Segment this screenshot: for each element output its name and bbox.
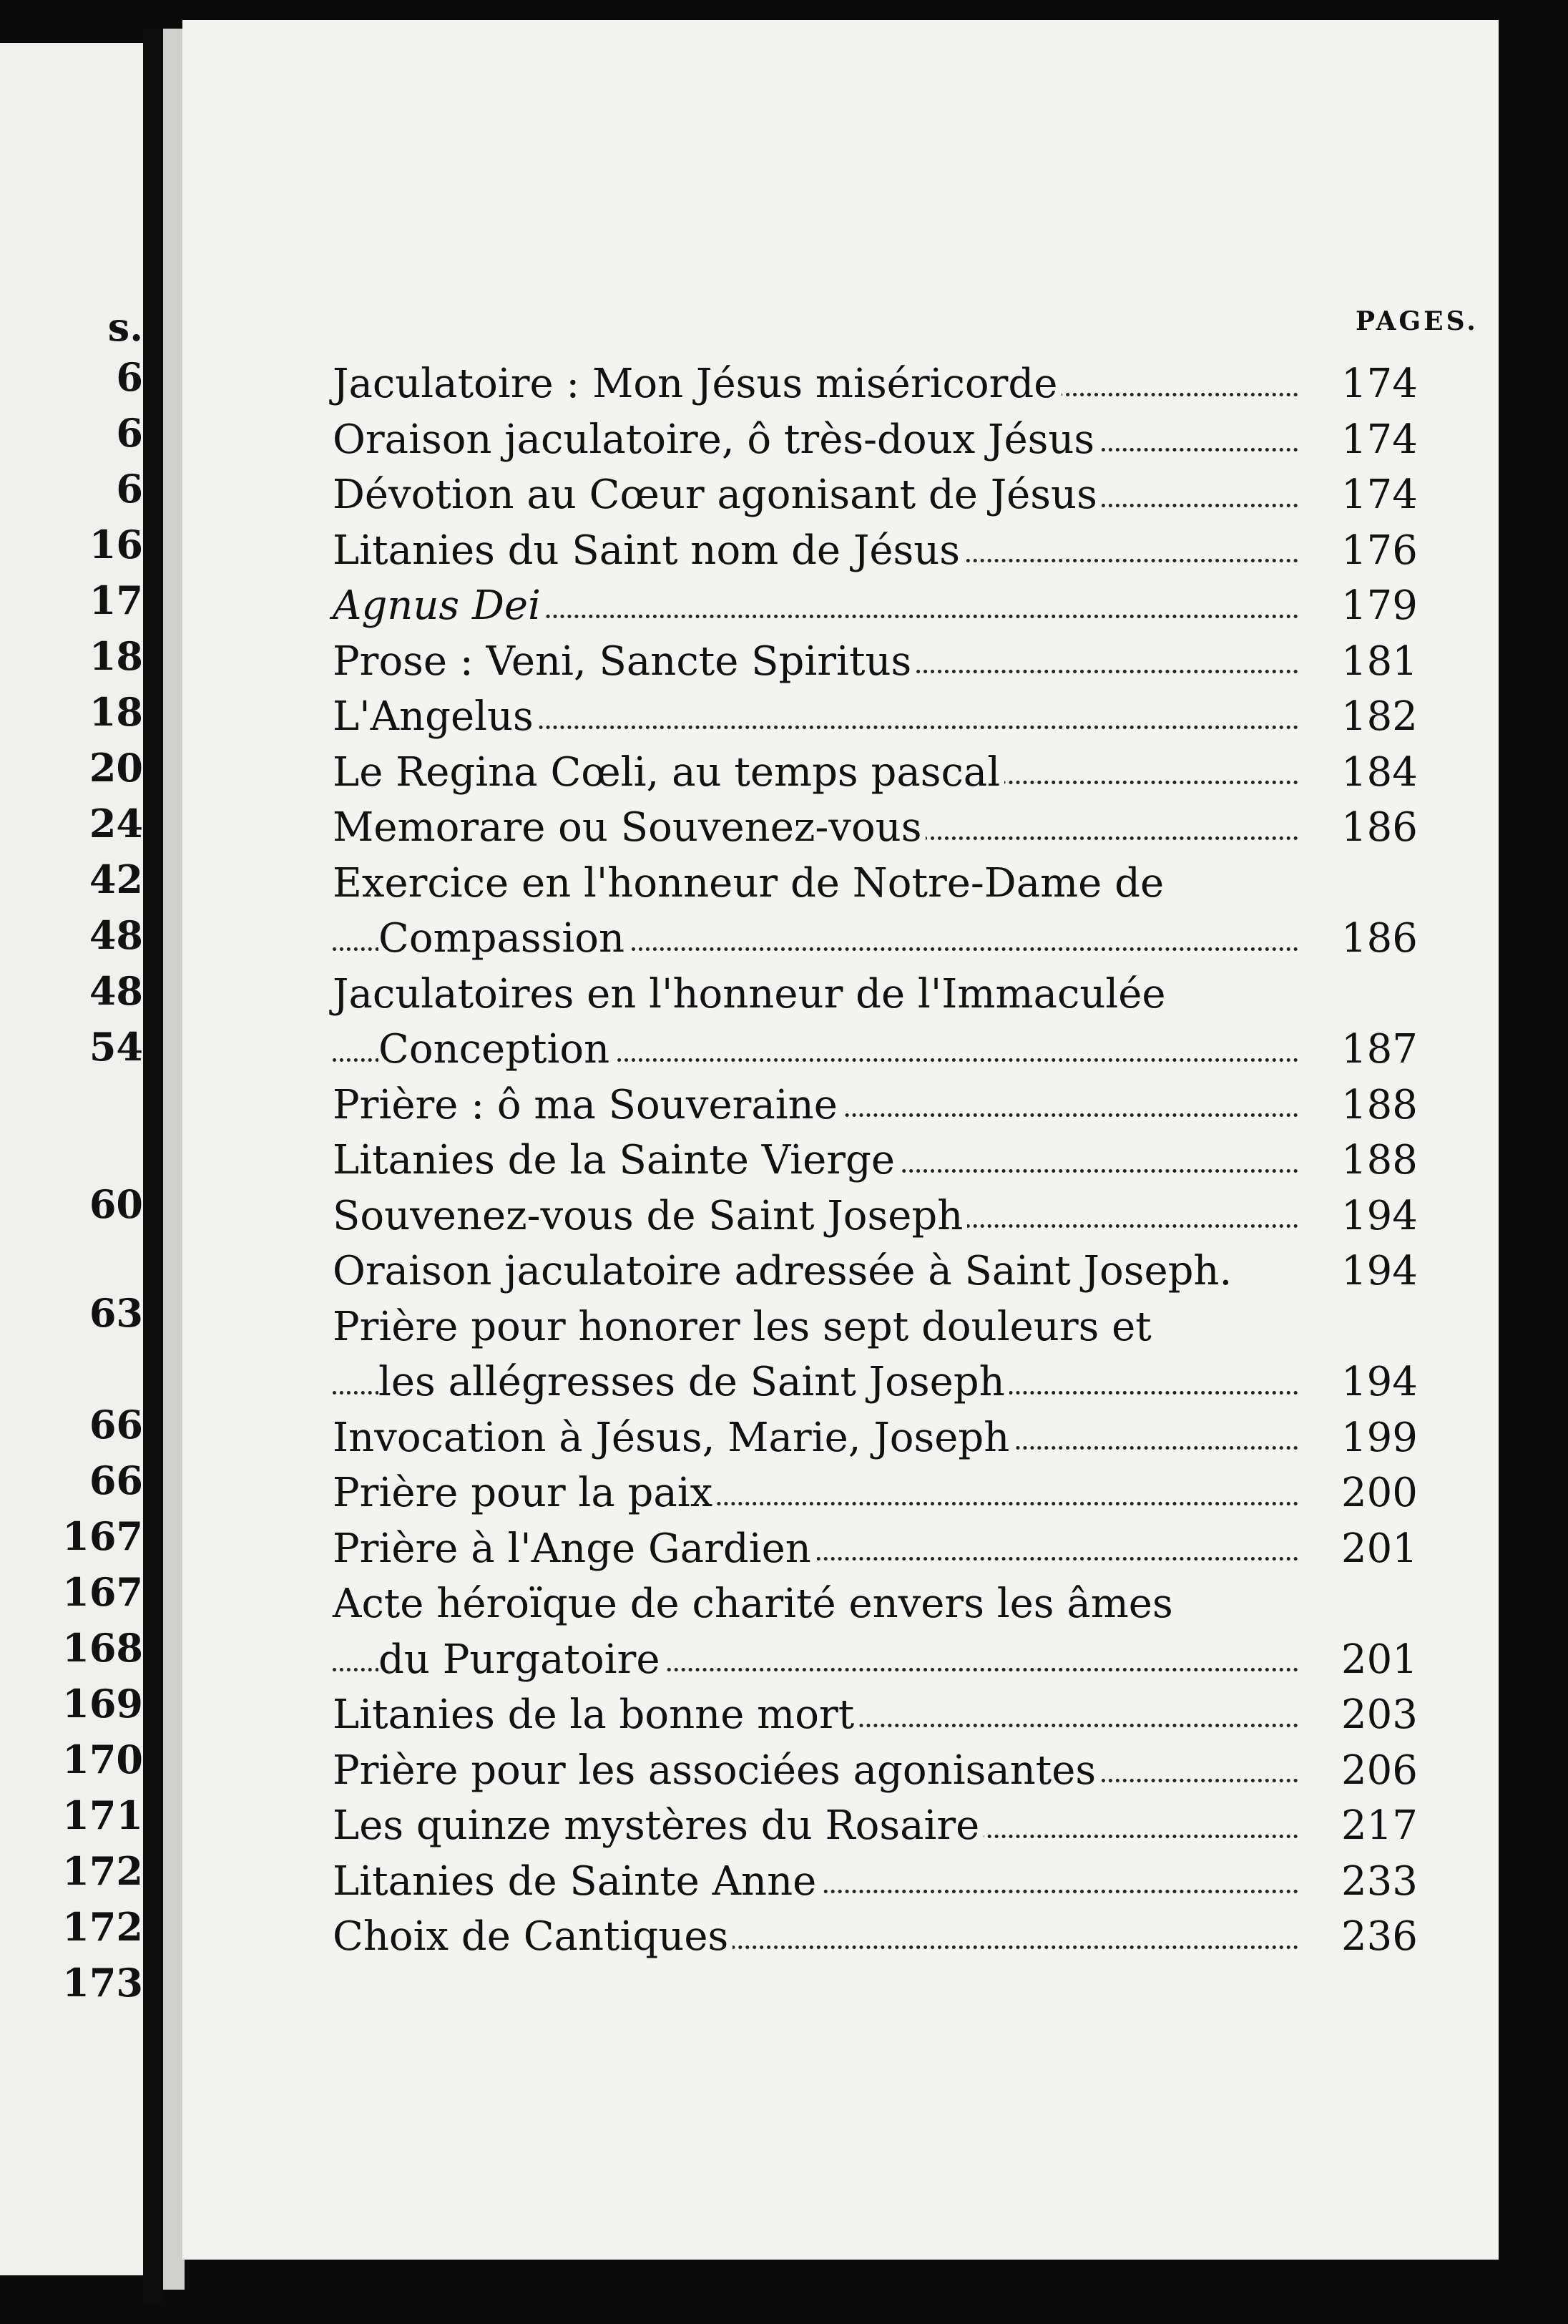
entry-page: 194 xyxy=(1341,1248,1418,1294)
entry-title: Choix de Cantiques xyxy=(333,1909,732,1965)
left-page-number: 20 xyxy=(89,745,143,791)
toc-entry-continuation xyxy=(333,1354,1418,1410)
left-page-number: 173 xyxy=(62,1960,143,2006)
toc-entry xyxy=(333,1798,1418,1854)
toc-entry xyxy=(333,1078,1418,1133)
entry-title: Invocation à Jésus, Marie, Joseph xyxy=(333,1410,1014,1466)
entry-page: 201 xyxy=(1341,1636,1418,1683)
left-page-number: 63 xyxy=(89,1290,143,1336)
toc-entry xyxy=(333,1244,1418,1299)
entry-page: 187 xyxy=(1341,1026,1418,1073)
toc-entry xyxy=(333,412,1418,468)
toc-entry xyxy=(333,967,1298,1022)
toc-entry xyxy=(333,745,1418,801)
toc-entry-continuation xyxy=(333,1022,1418,1078)
left-page-number: 54 xyxy=(89,1024,143,1070)
entry-page: 203 xyxy=(1341,1691,1418,1738)
toc-entry xyxy=(333,689,1418,745)
entry-page: 233 xyxy=(1341,1857,1418,1905)
entry-title: Prière pour les associées agonisantes xyxy=(333,1743,1100,1799)
entry-title: Compassion xyxy=(378,911,629,967)
toc-entry xyxy=(333,1410,1418,1466)
toc-entry xyxy=(333,1521,1418,1577)
left-page-number: 48 xyxy=(89,912,143,958)
entry-title: Litanies de la bonne mort xyxy=(333,1687,858,1743)
toc-entry xyxy=(333,634,1418,690)
toc-entry xyxy=(333,1854,1418,1910)
entry-title: Litanies de la Sainte Vierge xyxy=(333,1133,899,1188)
toc-entry xyxy=(333,800,1418,856)
toc-entry xyxy=(333,1188,1418,1244)
entry-page: 174 xyxy=(1341,361,1418,407)
toc-entry xyxy=(333,523,1418,579)
toc-entry xyxy=(333,1465,1418,1521)
left-page-number: 66 xyxy=(89,1402,143,1447)
entry-page: 184 xyxy=(1341,748,1418,796)
toc-entry-continuation xyxy=(333,1632,1418,1688)
entry-page: 186 xyxy=(1341,915,1418,962)
entry-page: 194 xyxy=(1341,1359,1418,1405)
entry-title: Acte héroïque de charité envers les âmes xyxy=(333,1576,1177,1632)
table-of-contents-page xyxy=(182,20,1499,2260)
left-page-number: 167 xyxy=(62,1569,143,1615)
facing-page-left xyxy=(0,43,143,2275)
entry-title: Prière à l'Ange Gardien xyxy=(333,1521,815,1577)
left-page-number: 17 xyxy=(89,577,143,623)
left-page-number: 42 xyxy=(89,856,143,902)
entry-page: 201 xyxy=(1341,1525,1418,1572)
left-page-number: 171 xyxy=(62,1792,143,1838)
left-page-number: 48 xyxy=(89,968,143,1014)
entry-page: 181 xyxy=(1341,638,1418,685)
entry-title: Prière pour la paix xyxy=(333,1465,717,1521)
entry-page: 179 xyxy=(1341,582,1418,629)
left-page-number: 60 xyxy=(89,1181,143,1227)
entry-title: Prière pour honorer les sept douleurs et xyxy=(333,1299,1156,1355)
entry-title: Le Regina Cœli, au temps pascal xyxy=(333,745,1004,801)
entry-title: Prose : Veni, Sancte Spiritus xyxy=(333,634,916,690)
left-page-number: 24 xyxy=(89,801,143,846)
entry-title: Exercice en l'honneur de Notre-Dame de xyxy=(333,856,1168,912)
left-page-number: 172 xyxy=(62,1848,143,1894)
toc-entry xyxy=(333,856,1298,912)
entry-page: 176 xyxy=(1341,527,1418,574)
entry-title: Litanies du Saint nom de Jésus xyxy=(333,523,964,579)
entry-title: Oraison jaculatoire adressée à Saint Joseph. xyxy=(333,1244,1236,1299)
entry-title: Souvenez-vous de Saint Joseph xyxy=(333,1188,967,1244)
entry-title: Agnus Dei xyxy=(333,578,545,634)
entry-title: Memorare ou Souvenez-vous xyxy=(333,800,926,856)
entry-page: 188 xyxy=(1341,1081,1418,1128)
left-page-number: 66 xyxy=(89,1458,143,1503)
entry-page: 188 xyxy=(1341,1137,1418,1183)
left-page-number: 170 xyxy=(62,1737,143,1782)
entry-title: Jaculatoire : Mon Jésus miséricorde xyxy=(333,356,1062,412)
toc-entry xyxy=(333,467,1418,523)
left-page-number: 172 xyxy=(62,1904,143,1950)
entry-page: 199 xyxy=(1341,1414,1418,1461)
toc-entry xyxy=(333,1299,1298,1355)
left-page-number: 6 xyxy=(116,466,143,512)
toc-entry xyxy=(333,1743,1418,1799)
left-page-number: s. xyxy=(107,304,143,350)
left-page-number: 6 xyxy=(116,410,143,456)
entry-title: Dévotion au Cœur agonisant de Jésus xyxy=(333,467,1102,523)
pages-column-header: PAGES. xyxy=(1356,306,1479,336)
left-page-number: 18 xyxy=(89,689,143,735)
toc-entry xyxy=(333,1133,1418,1188)
entry-title: du Purgatoire xyxy=(378,1632,665,1688)
book-gutter xyxy=(143,29,163,2304)
entry-title: Litanies de Sainte Anne xyxy=(333,1854,820,1910)
page-edge xyxy=(163,29,185,2290)
entry-title: Oraison jaculatoire, ô très-doux Jésus xyxy=(333,412,1099,468)
toc-entry-continuation xyxy=(333,911,1418,967)
entry-title: Jaculatoires en l'honneur de l'Immaculée xyxy=(333,967,1170,1022)
entry-title: les allégresses de Saint Joseph xyxy=(378,1354,1009,1410)
entry-page: 236 xyxy=(1341,1913,1418,1960)
entry-page: 174 xyxy=(1341,416,1418,463)
toc-entry xyxy=(333,578,1418,634)
entry-page: 194 xyxy=(1341,1192,1418,1239)
entry-page: 186 xyxy=(1341,804,1418,851)
left-page-number: 167 xyxy=(62,1513,143,1559)
entry-page: 206 xyxy=(1341,1747,1418,1794)
toc-entry xyxy=(333,356,1418,412)
entry-title: L'Angelus xyxy=(333,689,538,745)
entry-title: Les quinze mystères du Rosaire xyxy=(333,1798,984,1854)
toc-entry xyxy=(333,1909,1418,1965)
toc-entry xyxy=(333,1576,1298,1632)
entry-page: 182 xyxy=(1341,693,1418,740)
left-page-number: 169 xyxy=(62,1681,143,1727)
left-page-number: 168 xyxy=(62,1625,143,1671)
left-page-number: 16 xyxy=(89,522,143,567)
entry-page: 217 xyxy=(1341,1802,1418,1849)
entry-page: 200 xyxy=(1341,1470,1418,1516)
toc-list xyxy=(333,356,1418,1965)
entry-page: 174 xyxy=(1341,472,1418,518)
entry-title: Conception xyxy=(378,1022,614,1078)
entry-title: Prière : ô ma Souveraine xyxy=(333,1078,842,1133)
left-page-number: 18 xyxy=(89,633,143,679)
left-page-number: 6 xyxy=(116,354,143,400)
toc-entry xyxy=(333,1687,1418,1743)
